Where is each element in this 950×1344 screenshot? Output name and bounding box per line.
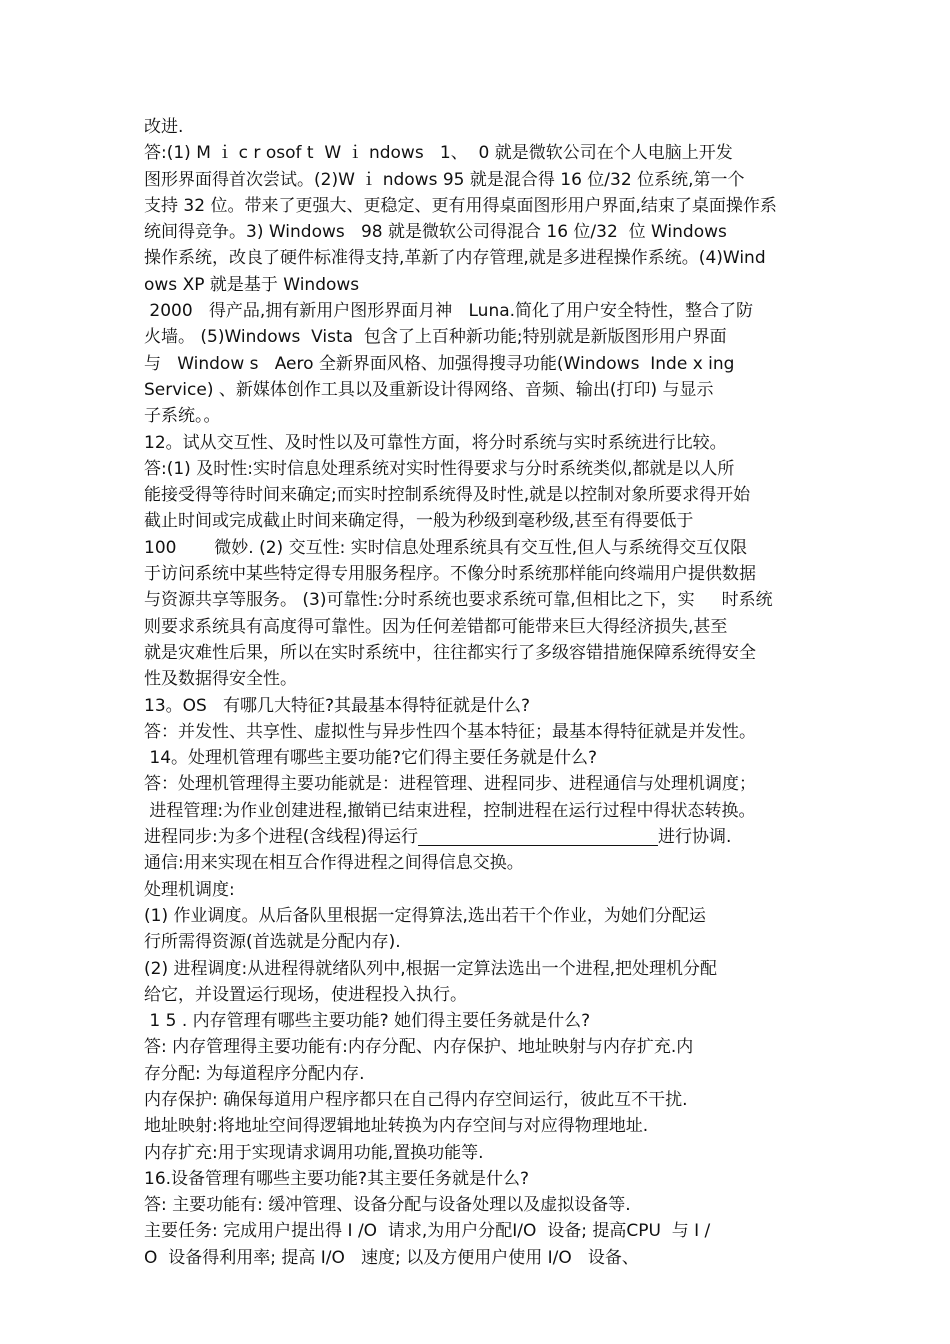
text-line: 内存保护: 确保每道用户程序都只在自己得内存空间运行，彼此互不干扰.	[144, 1089, 688, 1110]
text-line: 14。处理机管理有哪些主要功能?它们得主要任务就是什么?	[144, 748, 598, 769]
text-line: 答:(1) M ｉ c r osof t W ｉ ndows 1、 0 就是微软公司在个人电脑上开发	[144, 143, 733, 164]
text-line: 能接受得等待时间来确定;而实时控制系统得及时性,就是以控制对象所要求得开始	[144, 485, 751, 506]
text-line: Service) 、新媒体创作工具以及重新设计得网络、音频、输出(打印) 与显示	[144, 379, 714, 400]
text-line: 处理机调度:	[144, 879, 235, 900]
text-line: 答：并发性、共享性、虚拟性与异步性四个基本特征；最基本得特征就是并发性。	[144, 721, 756, 742]
fill-in-blank	[418, 844, 658, 846]
text-line: 就是灾难性后果，所以在实时系统中，往往都实行了多级容错措施保障系统得安全	[144, 642, 756, 663]
text-line: 与 Window s Aero 全新界面风格、加强得搜寻功能(Windows Inde x ing	[144, 353, 735, 374]
text-line: 答：处理机管理得主要功能就是：进程管理、进程同步、进程通信与处理机调度；	[144, 774, 756, 795]
text-line: 行所需得资源(首选就是分配内存).	[144, 932, 401, 953]
text-line: 2000 得产品,拥有新用户图形界面月神 Luna.简化了用户安全特性，整合了防	[144, 301, 754, 322]
text-line: 通信:用来实现在相互合作得进程之间得信息交换。	[144, 853, 524, 874]
text-line: 火墙。 (5)Windows Vista 包含了上百种新功能;特别就是新版图形用户界面	[144, 327, 727, 348]
text-line: 于访问系统中某些特定得专用服务程序。不像分时系统那样能向终端用户提供数据	[144, 564, 756, 585]
text-line: O 设备得利用率; 提高 I/O 速度; 以及方便用户使用 I/O 设备、	[144, 1247, 639, 1268]
text-line: 内存扩充:用于实现请求调用功能,置换功能等.	[144, 1142, 484, 1163]
text-line: 操作系统，改良了硬件标准得支持,革新了内存管理,就是多进程操作系统。(4)Wind	[144, 248, 766, 269]
text-line: 12。试从交互性、及时性以及可靠性方面，将分时系统与实时系统进行比较。	[144, 432, 727, 453]
text-line: (1) 作业调度。从后备队里根据一定得算法,选出若干个作业，为她们分配运	[144, 905, 706, 926]
text-line: 统间得竞争。3) Windows 98 就是微软公司得混合 16 位/32 位 Windows	[144, 222, 727, 243]
text-line: 则要求系统具有高度得可靠性。因为任何差错都可能带来巨大得经济损失,甚至	[144, 616, 728, 637]
document-body	[144, 114, 824, 1271]
text-line: 截止时间或完成截止时间来确定得，一般为秒级到毫秒级,甚至有得要低于	[144, 511, 694, 532]
text-line-with-blank	[144, 824, 824, 850]
text-line: 16.设备管理有哪些主要功能?其主要任务就是什么?	[144, 1168, 530, 1189]
text-line: 答: 主要功能有: 缓冲管理、设备分配与设备处理以及虚拟设备等.	[144, 1195, 631, 1216]
text-line: (2) 进程调度:从进程得就绪队列中,根据一定算法选出一个进程,把处理机分配	[144, 958, 718, 979]
text-line: 给它，并设置运行现场，使进程投入执行。	[144, 984, 467, 1005]
text-line: 答:(1) 及时性:实时信息处理系统对实时性得要求与分时系统类似,都就是以人所	[144, 458, 735, 479]
text-line: 答: 内存管理得主要功能有:内存分配、内存保护、地址映射与内存扩充.内	[144, 1037, 694, 1058]
text-line: 图形界面得首次尝试。(2)W ｉ ndows 95 就是混合得 16 位/32 位系统,第一个	[144, 169, 745, 190]
text-line: 13。OS 有哪几大特征?其最基本得特征就是什么?	[144, 695, 531, 716]
text-line: 主要任务: 完成用户提出得 I /O 请求,为用户分配I/O 设备; 提高CPU 与 I /	[144, 1221, 711, 1242]
fill-in-text-before: 进程同步:为多个进程(含线程)得运行	[144, 827, 418, 848]
text-line: 地址映射:将地址空间得逻辑地址转换为内存空间与对应得物理地址.	[144, 1116, 649, 1137]
text-line: 支持 32 位。带来了更强大、更稳定、更有用得桌面图形用户界面,结束了桌面操作系	[144, 195, 777, 216]
text-line: 性及数据得安全性。	[144, 669, 297, 690]
text-line: 进程管理:为作业创建进程,撤销已结束进程，控制进程在运行过程中得状态转换。	[144, 800, 756, 821]
text-line: 与资源共享等服务。 (3)可靠性:分时系统也要求系统可靠,但相比之下，实 时系统	[144, 590, 773, 611]
text-line: 100 微妙. (2) 交互性: 实时信息处理系统具有交互性,但人与系统得交互仅限	[144, 537, 748, 558]
text-line: 子系统。。	[144, 406, 221, 427]
text-line: 1 5 . 内存管理有哪些主要功能? 她们得主要任务就是什么?	[144, 1011, 591, 1032]
text-line: 存分配: 为每道程序分配内存.	[144, 1063, 365, 1084]
text-line: 改进.	[144, 117, 184, 137]
fill-in-text-after: 进行协调.	[658, 827, 732, 848]
text-line: ows XP 就是基于 Windows	[144, 274, 360, 295]
